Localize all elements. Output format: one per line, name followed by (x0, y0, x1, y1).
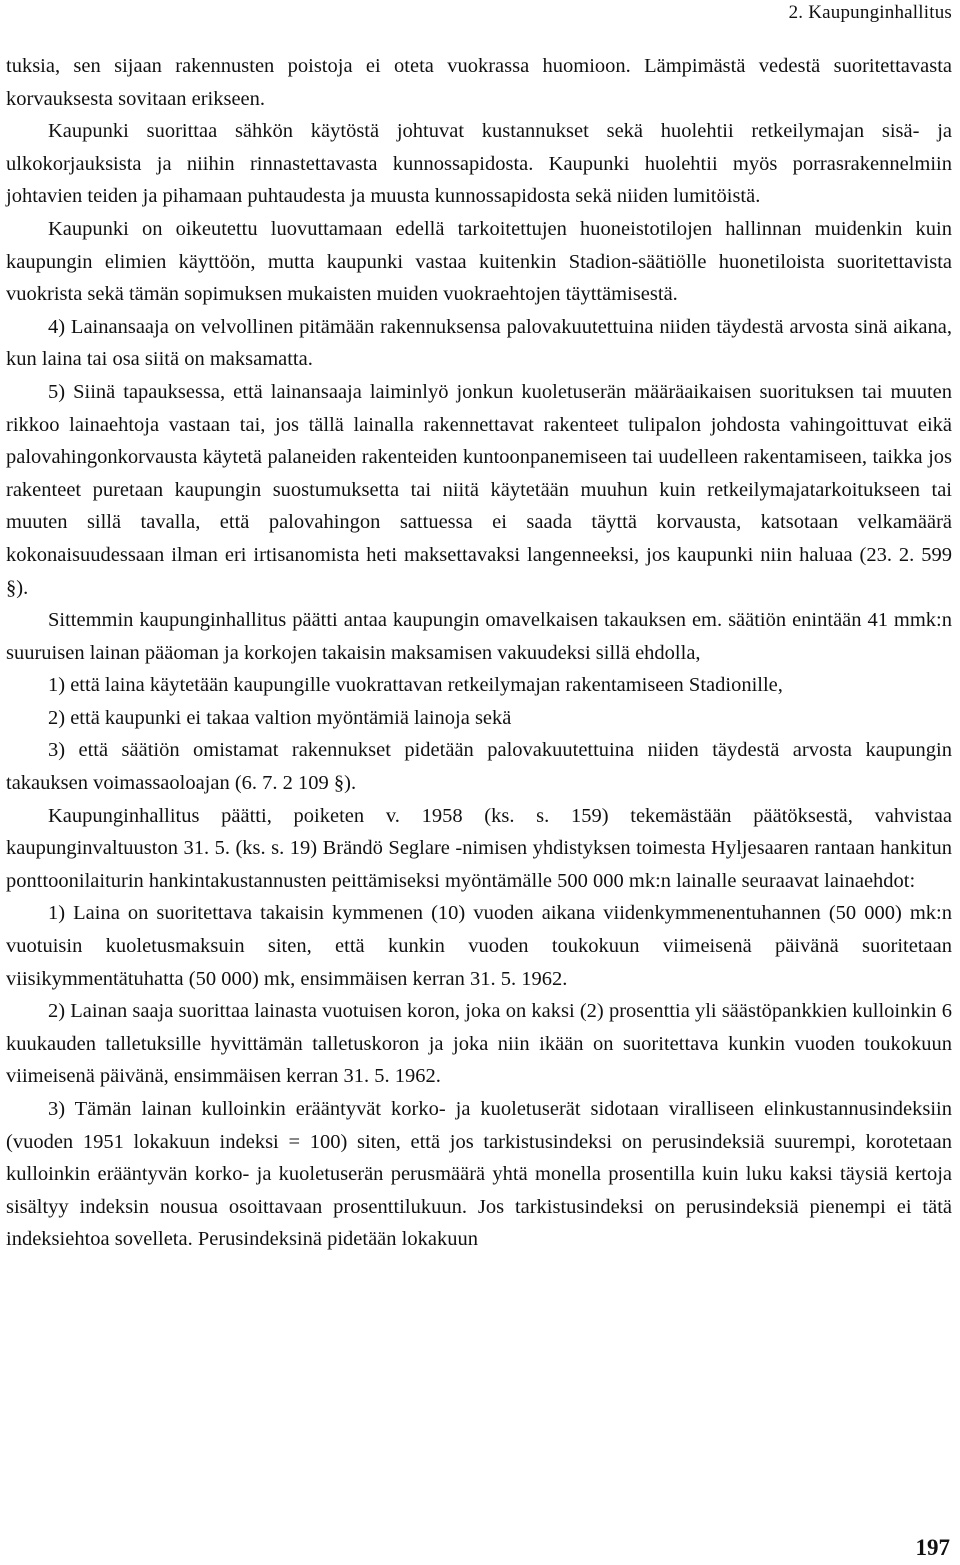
list-item: 3) että säätiön omistamat rakennukset pidetään palovakuutettuina niiden täydestä arvosta kaupungin takauksen voimassaoloajan (6. 7. 2 109 §). (6, 739, 952, 795)
list-item: 5) Siinä tapauksessa, että lainansaaja laiminlyö jonkun kuoletuserän määräaikaisen suorituksen tai muuten rikkoo lainaehtoja vastaan tai, jos tällä lainalla rakennettavat rakenteet tulipalon johdosta vahingoittuvat eikä palovahingonkorvausta käytetä palaneiden rakenteiden kuntoonpanemiseen tai uudelleen rakentamiseen, taikka jos rakenteet puretaan kaupungin suostumuksetta tai niitä käytetään muuhun kuin retkeilymajatarkoitukseen tai muuten sillä tavalla, että palovahingon sattuessa ei saada täyttä korvausta, katsotaan velkamäärä kokonaisuudessaan ilman eri irtisanomista heti maksettavaksi langenneeksi, jos kaupunki niin haluaa (23. 2. 599 §). (6, 380, 952, 599)
list-item: 4) Lainansaaja on velvollinen pitämään rakennuksensa palovakuutettuina niiden täydestä arvosta sinä aikana, kun laina tai osa siitä on maksamatta. (6, 315, 952, 371)
paragraph: tuksia, sen sijaan rakennusten poistoja ei oteta vuokrassa huomioon. Lämpimästä vedestä suoritettavasta korvauksesta sovitaan erikseen. (6, 55, 952, 110)
list-item: 2) että kaupunki ei takaa valtion myöntämiä lainoja sekä (48, 706, 512, 729)
list-item: 2) Lainan saaja suorittaa lainasta vuotuisen koron, joka on kaksi (2) prosenttia yli säästöpankkien kulloinkin 6 kuukauden talletuksille hyvittämän talletuskoron ja joka niin ikään on suoritettava kunkin vuoden toukokuun viimeisenä päivänä, ensimmäisen kerran 31. 5. 1962. (6, 1000, 952, 1088)
body-text (6, 50, 952, 1256)
page-number: 197 (915, 1535, 950, 1560)
list-item: 1) Laina on suoritettava takaisin kymmenen (10) vuoden aikana viidenkymmenentuhannen (50 000) mk:n vuotuisin kuoletusmaksuin siten, että kunkin vuoden toukokuun viimeisenä päivänä suoritetaan viisikymmentätuhatta (50 000) mk, ensimmäisen kerran 31. 5. 1962. (6, 902, 952, 990)
list-item: 1) että laina käytetään kaupungille vuokrattavan retkeilymajan rakentamiseen Stadionille, (48, 674, 783, 697)
list-item: 3) Tämän lainan kulloinkin erääntyvät korko- ja kuoletuserät sidotaan viralliseen elinkustannusindeksiin (vuoden 1951 lokakuun indeksi = 100) siten, että jos tarkistusindeksi on perusindeksiä suurempi, korotetaan kulloinkin erääntyvän korko- ja kuoletuserän perusmäärä yhtä monella prosentilla kuin luku kaksi täysiä kertoja sisältyy indeksin nousua osoittavaan prosenttilukuun. Jos tarkistusindeksi on perusindeksiä pienempi ei tätä indeksiehtoa sovelleta. Perusindeksinä pidetään lokakuun (6, 1098, 952, 1251)
paragraph: Sittemmin kaupunginhallitus päätti antaa kaupungin omavelkaisen takauksen em. säätiön enintään 41 mmk:n suuruisen lainan pääoman ja korkojen takaisin maksamisen vakuudeksi sillä ehdolla, (6, 609, 952, 664)
running-header: 2. Kaupunginhallitus (788, 2, 952, 23)
paragraph: Kaupunki suorittaa sähkön käytöstä johtuvat kustannukset sekä huolehtii retkeilymajan sisä- ja ulkokorjauksista ja niihin rinnastettavasta kunnossapidosta. Kaupunki huolehtii myös porrasrakennelmiin johtavien teiden ja pihamaan puhtaudesta ja muusta kunnossapidosta sekä niiden lumitöistä. (6, 120, 952, 208)
paragraph: Kaupunki on oikeutettu luovuttamaan edellä tarkoitettujen huoneistotilojen hallinnan muidenkin kuin kaupungin elimien käyttöön, mutta kaupunki vastaa kuitenkin Stadion-säätiölle huonetiloista suoritettavista vuokrista sekä tämän sopimuksen mukaisten muiden vuokraehtojen täyttämisestä. (6, 217, 952, 306)
paragraph: Kaupunginhallitus päätti, poiketen v. 1958 (ks. s. 159) tekemästään päätöksestä, vahvistaa kaupunginvaltuuston 31. 5. (ks. s. 19) Brändö Seglare -nimisen yhdistyksen toimesta Hyljesaaren rantaan hankitun ponttoonilaiturin hankintakustannusten peittämiseksi myöntämälle 500 000 mk:n lainalle seuraavat lainaehdot: (6, 804, 952, 892)
